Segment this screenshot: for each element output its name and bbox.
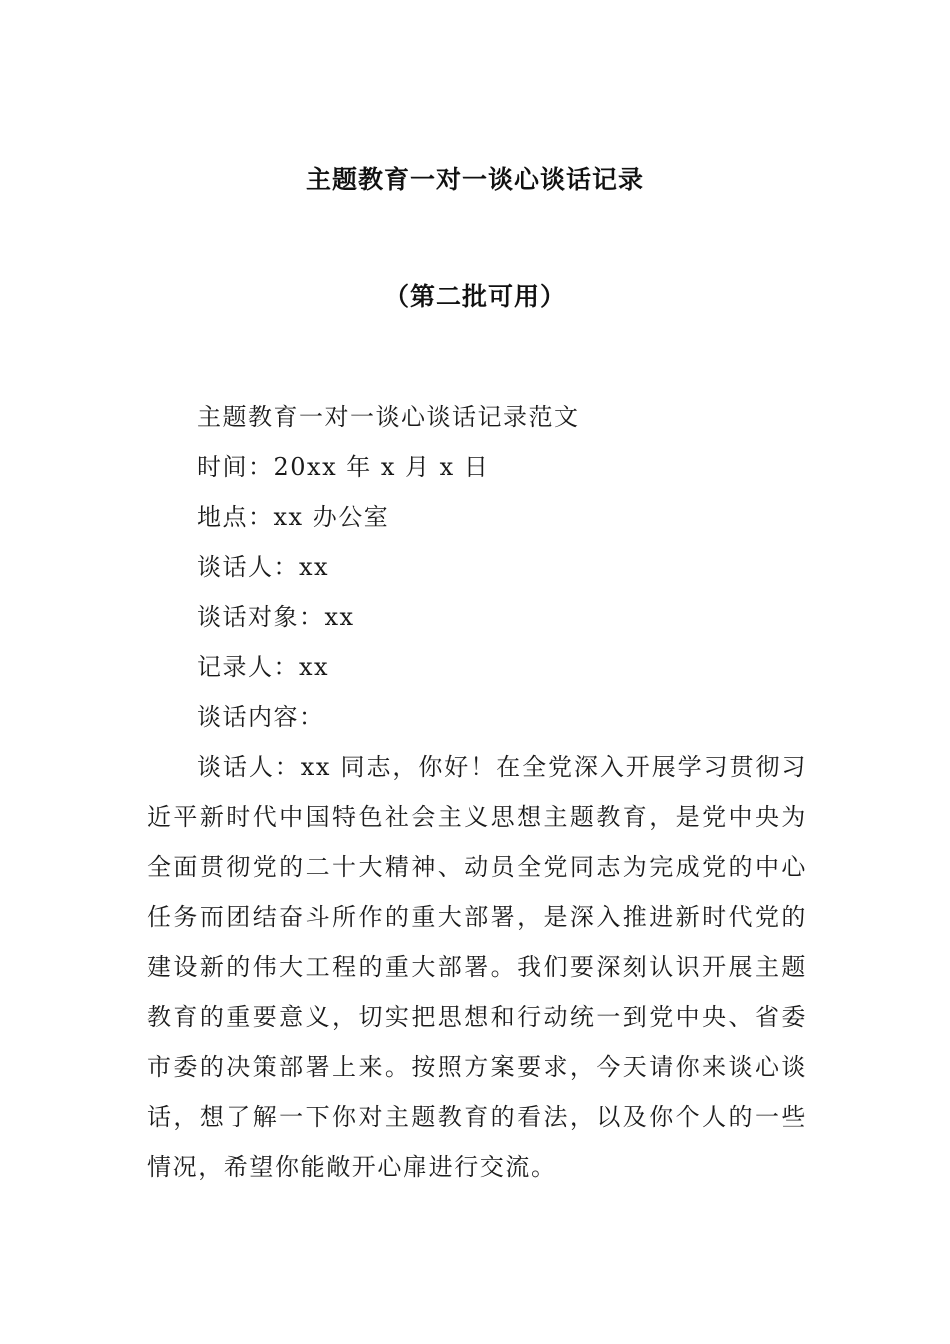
body-paragraph: 谈话人：xx 同志，你好！在全党深入开展学习贯彻习近平新时代中国特色社会主义思想主题教育，是党中央为全面贯彻党的二十大精神、动员全党同志为完成党的中心任务而团结奋斗所作的重大部署，是深入推进新时代党的建设新的伟大工程的重大部署。我们要深刻认识开展主题教育的重要意义，切实把思想和行动统一到党中央、省委市委的决策部署上来。按照方案要求，今天请你来谈心谈话，想了解一下你对主题教育的看法，以及你个人的一些情况，希望你能敞开心扉进行交流。 (147, 753, 807, 1181)
field-interviewer: 谈话人：xx (197, 553, 330, 581)
record-fields (197, 392, 817, 742)
document-title: 主题教育一对一谈心谈话记录 (305, 165, 644, 194)
field-recorder: 记录人：xx (197, 653, 330, 681)
field-location: 地点：xx 办公室 (197, 503, 390, 531)
document-subtitle: （第二批可用） (383, 282, 566, 311)
field-content-label: 谈话内容： (197, 703, 325, 731)
field-interviewee: 谈话对象：xx (197, 603, 355, 631)
field-time: 时间：20xx 年 x 月 x 日 (197, 453, 490, 481)
record-heading: 主题教育一对一谈心谈话记录范文 (197, 403, 580, 431)
